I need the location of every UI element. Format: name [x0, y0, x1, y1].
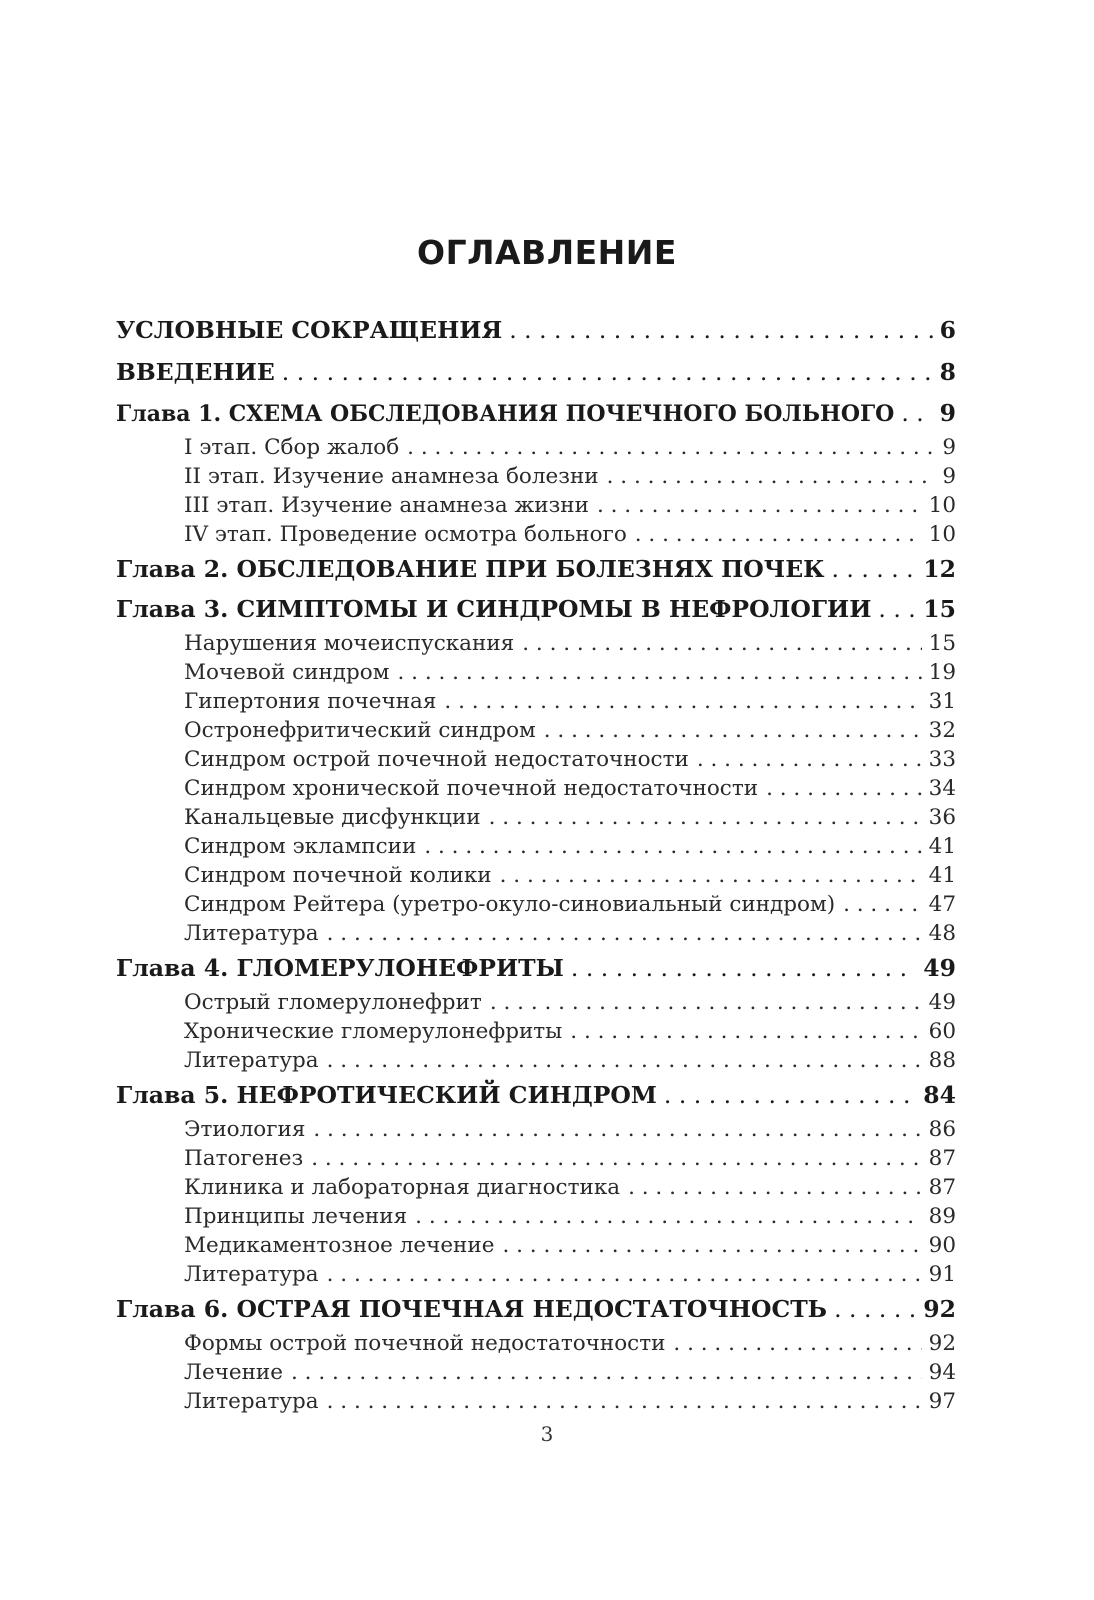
- toc-entry-label: Глава 4. ГЛОМЕРУЛОНЕФРИТЫ: [116, 954, 564, 982]
- toc-entry-label: Канальцевые дисфункции: [184, 805, 481, 830]
- toc-entry-page: 31: [928, 689, 956, 714]
- dot-leader: [407, 433, 935, 462]
- dot-leader: [766, 774, 922, 803]
- dot-leader: [831, 549, 916, 589]
- dot-leader: [489, 803, 922, 832]
- toc-entry-page: 32: [928, 718, 956, 743]
- toc-section-entry: [116, 1046, 956, 1075]
- toc-section-entry: [116, 433, 956, 462]
- dot-leader: [607, 462, 936, 491]
- toc-entry-page: 89: [928, 1204, 956, 1229]
- dot-leader: [834, 1289, 916, 1329]
- toc-entry-label: III этап. Изучение анамнеза жизни: [184, 493, 589, 518]
- dot-leader: [673, 1329, 921, 1358]
- dot-leader: [544, 716, 922, 745]
- toc-section-entry: [116, 716, 956, 745]
- toc-entry-label: Лечение: [184, 1360, 283, 1385]
- toc-entry-label: Синдром Рейтера (уретро-окуло-синовиальный синдром): [184, 892, 836, 917]
- dot-leader: [397, 658, 921, 687]
- toc-entry-page: 87: [928, 1175, 956, 1200]
- dot-leader: [664, 1075, 916, 1115]
- toc-entry-label: Медикаментозное лечение: [184, 1233, 495, 1258]
- toc-entry-page: 47: [928, 892, 956, 917]
- toc-entry-label: Нарушения мочеиспускания: [184, 631, 515, 656]
- toc-entry-page: 6: [939, 316, 956, 344]
- toc-entry-label: Мочевой синдром: [184, 660, 390, 685]
- toc-section-entry: [116, 1387, 956, 1416]
- toc-section-entry: [116, 803, 956, 832]
- dot-leader: [597, 491, 922, 520]
- toc-section-entry: [116, 988, 956, 1017]
- toc-entry-page: 88: [928, 1048, 956, 1073]
- toc-entry-label: Глава 2. ОБСЛЕДОВАНИЕ ПРИ БОЛЕЗНЯХ ПОЧЕК: [116, 555, 825, 583]
- dot-leader: [843, 890, 922, 919]
- dot-leader: [522, 629, 921, 658]
- dot-leader: [502, 1231, 921, 1260]
- toc-entry-page: 12: [923, 555, 956, 583]
- toc-section-entry: [116, 1260, 956, 1289]
- toc-entry-label: УСЛОВНЫЕ СОКРАЩЕНИЯ: [116, 316, 503, 344]
- dot-leader: [327, 1260, 922, 1289]
- toc-entry-page: 8: [939, 358, 956, 386]
- dot-leader: [282, 351, 933, 393]
- toc-entry-label: Этиология: [184, 1117, 306, 1142]
- dot-leader: [415, 1202, 921, 1231]
- toc-entry-label: Глава 1. СХЕМА ОБСЛЕДОВАНИЯ ПОЧЕЧНОГО БОЛЬНОГО: [116, 401, 895, 427]
- toc-entry-label: Глава 6. ОСТРАЯ ПОЧЕЧНАЯ НЕДОСТАТОЧНОСТЬ: [116, 1295, 828, 1323]
- toc-entry-page: 84: [923, 1081, 956, 1109]
- toc-entry-page: 33: [928, 747, 956, 772]
- toc-section-entry: [116, 687, 956, 716]
- toc-section-entry: [116, 1144, 956, 1173]
- dot-leader: [509, 309, 932, 351]
- dot-leader: [327, 1046, 922, 1075]
- toc-entry-label: Острый гломерулонефрит: [184, 990, 482, 1015]
- toc-entry-label: Патогенез: [184, 1146, 304, 1171]
- toc-section-entry: [116, 658, 956, 687]
- toc-entry-page: 10: [928, 493, 956, 518]
- toc-entry-page: 9: [942, 464, 956, 489]
- toc-entry-page: 19: [928, 660, 956, 685]
- page-title: ОГЛАВЛЕНИЕ: [417, 233, 677, 272]
- toc-entry-page: 41: [928, 863, 956, 888]
- dot-leader: [628, 1173, 922, 1202]
- toc-entry-page: 15: [923, 595, 956, 623]
- toc-chapter-entry: [116, 549, 956, 589]
- table-of-contents: [116, 309, 956, 1416]
- toc-entry-label: IV этап. Проведение осмотра больного: [184, 522, 627, 547]
- toc-entry-page: 49: [928, 990, 956, 1015]
- dot-leader: [500, 861, 922, 890]
- dot-leader: [444, 687, 921, 716]
- toc-section-entry: [116, 491, 956, 520]
- toc-entry-label: Синдром эклампсии: [184, 834, 417, 859]
- toc-entry-page: 91: [928, 1262, 956, 1287]
- toc-chapter-entry: [116, 1075, 956, 1115]
- toc-section-entry: [116, 774, 956, 803]
- toc-entry-page: 9: [939, 399, 956, 427]
- toc-entry-label: Остронефритический синдром: [184, 718, 536, 743]
- toc-entry-page: 60: [928, 1019, 956, 1044]
- toc-section-entry: [116, 1231, 956, 1260]
- dot-leader: [424, 832, 921, 861]
- toc-entry-label: Гипертония почечная: [184, 689, 437, 714]
- dot-leader: [570, 1017, 921, 1046]
- toc-entry-label: Клиника и лабораторная диагностика: [184, 1175, 621, 1200]
- toc-entry-label: Синдром хронической почечной недостаточности: [184, 776, 759, 801]
- toc-entry-page: 48: [928, 921, 956, 946]
- toc-chapter-entry: [116, 1289, 956, 1329]
- toc-entry-page: 41: [928, 834, 956, 859]
- dot-leader: [490, 988, 922, 1017]
- toc-chapter-entry: [116, 589, 956, 629]
- toc-chapter-entry: [116, 351, 956, 393]
- toc-entry-page: 94: [928, 1360, 956, 1385]
- toc-entry-label: II этап. Изучение анамнеза болезни: [184, 464, 599, 489]
- toc-entry-label: Хронические гломерулонефриты: [184, 1019, 563, 1044]
- toc-entry-page: 34: [928, 776, 956, 801]
- toc-entry-page: 92: [923, 1295, 956, 1323]
- toc-chapter-entry: [116, 309, 956, 351]
- toc-entry-label: Глава 3. СИМПТОМЫ И СИНДРОМЫ В НЕФРОЛОГИИ: [116, 595, 872, 623]
- toc-chapter-entry: [116, 393, 956, 433]
- toc-section-entry: [116, 520, 956, 549]
- toc-section-entry: [116, 890, 956, 919]
- toc-section-entry: [116, 919, 956, 948]
- toc-section-entry: [116, 1115, 956, 1144]
- toc-entry-page: 92: [928, 1331, 956, 1356]
- dot-leader: [327, 919, 922, 948]
- toc-section-entry: [116, 1329, 956, 1358]
- toc-section-entry: [116, 1202, 956, 1231]
- dot-leader: [291, 1358, 922, 1387]
- toc-entry-label: Литература: [184, 1048, 319, 1073]
- dot-leader: [635, 520, 922, 549]
- toc-section-entry: [116, 1017, 956, 1046]
- dot-leader: [571, 948, 916, 988]
- toc-entry-page: 49: [923, 954, 956, 982]
- dot-leader: [327, 1387, 922, 1416]
- toc-entry-label: Синдром острой почечной недостаточности: [184, 747, 689, 772]
- toc-entry-page: 97: [928, 1389, 956, 1414]
- page-number: 3: [540, 1422, 554, 1446]
- dot-leader: [311, 1144, 921, 1173]
- toc-entry-page: 90: [928, 1233, 956, 1258]
- toc-section-entry: [116, 1358, 956, 1387]
- toc-entry-label: ВВЕДЕНИЕ: [116, 358, 275, 386]
- toc-entry-page: 87: [928, 1146, 956, 1171]
- dot-leader: [878, 589, 916, 629]
- toc-section-entry: [116, 861, 956, 890]
- toc-entry-page: 9: [942, 435, 956, 460]
- toc-section-entry: [116, 745, 956, 774]
- toc-section-entry: [116, 1173, 956, 1202]
- toc-section-entry: [116, 832, 956, 861]
- toc-section-entry: [116, 462, 956, 491]
- toc-entry-label: Литература: [184, 1389, 319, 1414]
- toc-entry-label: I этап. Сбор жалоб: [184, 435, 400, 460]
- toc-section-entry: [116, 629, 956, 658]
- dot-leader: [313, 1115, 921, 1144]
- toc-entry-label: Литература: [184, 1262, 319, 1287]
- toc-entry-page: 15: [928, 631, 956, 656]
- toc-entry-page: 36: [928, 805, 956, 830]
- toc-entry-label: Синдром почечной колики: [184, 863, 492, 888]
- toc-entry-label: Принципы лечения: [184, 1204, 408, 1229]
- toc-entry-label: Литература: [184, 921, 319, 946]
- toc-entry-page: 10: [928, 522, 956, 547]
- toc-entry-label: Формы острой почечной недостаточности: [184, 1331, 666, 1356]
- dot-leader: [697, 745, 922, 774]
- toc-entry-page: 86: [928, 1117, 956, 1142]
- dot-leader: [901, 393, 932, 433]
- toc-chapter-entry: [116, 948, 956, 988]
- toc-entry-label: Глава 5. НЕФРОТИЧЕСКИЙ СИНДРОМ: [116, 1081, 657, 1109]
